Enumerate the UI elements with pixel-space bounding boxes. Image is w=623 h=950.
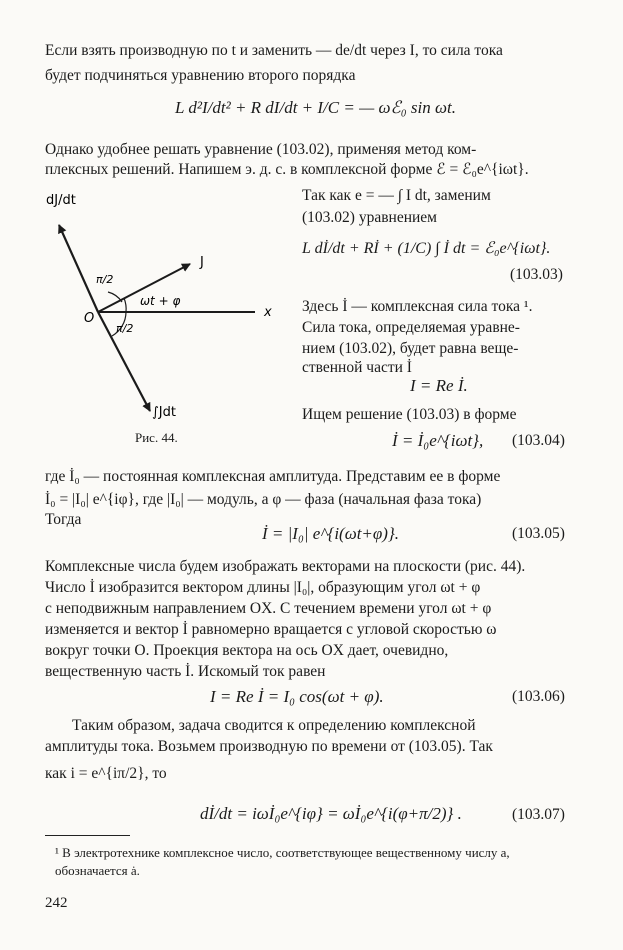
text-line: где İ₀ — постоянная комплексная амплитуда. Представим ее в форме xyxy=(45,468,501,485)
text-line: изменяется и вектор İ равномерно вращается с угловой скоростью ω xyxy=(45,621,497,638)
label-djdt: dJ/dt xyxy=(46,193,76,208)
equation: I = Re İ = I₀ cos(ωt + φ). xyxy=(210,687,384,706)
footnote-rule xyxy=(45,835,130,836)
text-line: Тогда xyxy=(45,511,82,528)
label-intj: ∫Jdt xyxy=(152,405,176,420)
angle-arc-omega xyxy=(124,298,126,312)
equation-number: (103.05) xyxy=(512,525,565,542)
text-line: с неподвижным направлением OX. С течением времени угол ωt + φ xyxy=(45,600,492,617)
equation: dİ/dt = iωİ₀e^{iφ} = ωİ₀e^{i(φ+π/2)} . xyxy=(200,804,462,823)
text-line: Число İ изобразится вектором длины |I₀|, образующим угол ωt + φ xyxy=(45,579,481,596)
text-line: (103.02) уравнением xyxy=(302,209,437,226)
equation: L d²I/dt² + R dI/dt + I/C = — ωℰ₀ sin ωt. xyxy=(175,98,456,117)
text-line: Однако удобнее решать уравнение (103.02), применяя метод ком- xyxy=(45,141,477,158)
label-o: O xyxy=(84,311,95,326)
text-line: Здесь İ — комплексная сила тока ¹. xyxy=(302,298,533,315)
text-line: амплитуды тока. Возьмем производную по времени от (103.05). Так xyxy=(45,738,493,755)
text-line: нием (103.02), будет равна веще- xyxy=(302,340,519,357)
label-x: x xyxy=(264,305,272,320)
text-line: вещественную часть İ. Искомый ток равен xyxy=(45,663,326,680)
text-line: плексных решений. Напишем э. д. с. в комплексной форме ℰ = ℰ₀e^{iωt}. xyxy=(45,161,529,178)
equation-number: (103.06) xyxy=(512,688,565,705)
equation-number: (103.03) xyxy=(510,266,563,283)
figure-caption: Рис. 44. xyxy=(135,430,178,445)
text-line: вокруг точки O. Проекция вектора на ось OX дает, очевидно, xyxy=(45,642,449,659)
text-line: Сила тока, определяемая уравне- xyxy=(302,319,520,336)
text-line: İ₀ = |I₀| e^{iφ}, где |I₀| — модуль, а φ — фаза (начальная фаза тока) xyxy=(45,491,482,508)
label-pi2-lower: π/2 xyxy=(116,322,134,335)
equation-number: (103.07) xyxy=(512,806,565,823)
footnote: ¹ В электротехнике комплексное число, соответствующее вещественному числу a, обозначается ȧ. xyxy=(55,845,510,878)
text-line: Если взять производную по t и заменить — de/dt через I, то сила тока xyxy=(45,42,503,59)
text-line: Так как e = — ∫ I dt, заменим xyxy=(302,187,491,204)
equation: I = Re İ. xyxy=(410,376,468,395)
equation: İ = |I₀| e^{i(ωt+φ)}. xyxy=(262,524,400,543)
page-number: 242 xyxy=(45,895,68,911)
text-line: ственной части İ xyxy=(302,359,412,376)
label-j: J xyxy=(200,255,204,270)
figure-44 xyxy=(40,188,290,450)
text-line: Ищем решение (103.03) в форме xyxy=(302,406,517,423)
djdt-vector xyxy=(59,225,98,312)
label-pi2-upper: π/2 xyxy=(96,273,114,286)
text-line: Комплексные числа будем изображать векторами на плоскости (рис. 44). xyxy=(45,558,526,575)
equation: İ = İ₀e^{iωt}, xyxy=(392,431,484,450)
equation-number: (103.04) xyxy=(512,432,565,449)
label-angle: ωt + φ xyxy=(140,294,181,308)
text-line: как i = e^{iπ/2}, то xyxy=(45,765,167,782)
text-line: Таким образом, задача сводится к определению комплексной xyxy=(72,717,476,734)
text-line: будет подчиняться уравнению второго порядка xyxy=(45,67,356,84)
equation: L dİ/dt + Rİ + (1/C) ∫ İ dt = ℰ₀e^{iωt}. xyxy=(302,240,551,257)
